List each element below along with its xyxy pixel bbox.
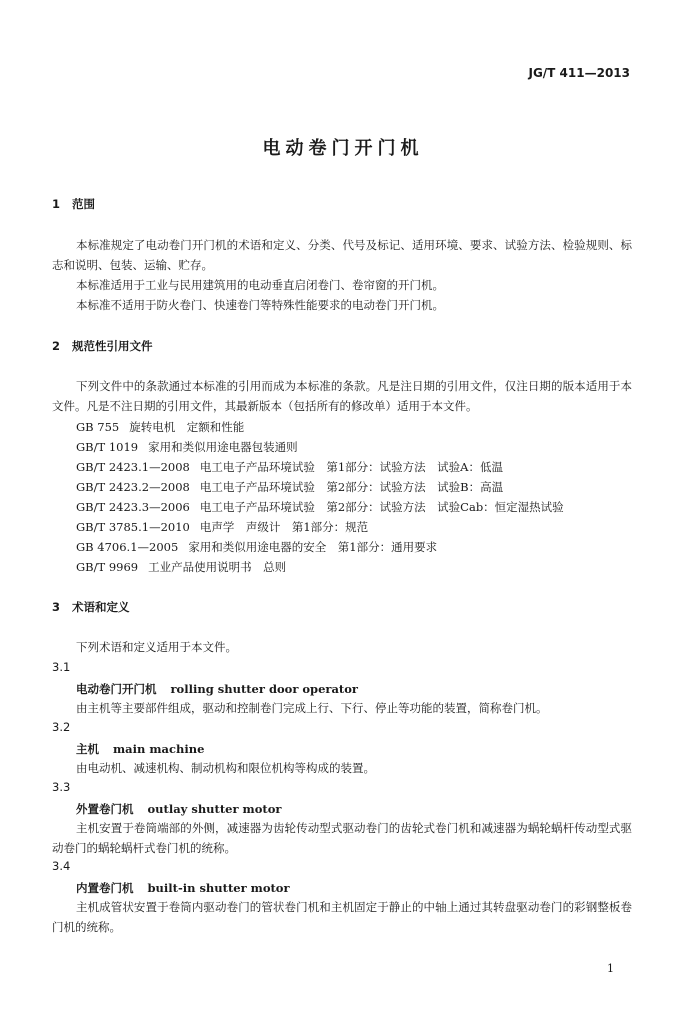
term-number: 3.4 (52, 859, 71, 873)
reference-item (76, 459, 503, 475)
reference-code: GB/T 2423.2—2008 (76, 480, 190, 494)
section-number: 2 (52, 339, 61, 353)
reference-title: 电声学 声级计 第1部分：规范 (199, 520, 369, 534)
term-number: 3.2 (52, 720, 71, 734)
scope-paragraph-1: 本标准规定了电动卷门开门机的术语和定义、分类、代号及标记、适用环境、要求、试验方法、检验规则、标志和说明、包装、运输、贮存。 (52, 238, 632, 272)
reference-title: 电工电子产品环境试验 第2部分：试验方法 试验B：高温 (199, 480, 504, 494)
term-en: rolling shutter door operator (170, 682, 358, 696)
reference-title: 旋转电机 定额和性能 (129, 420, 245, 434)
section-heading-terms (52, 599, 130, 615)
term-heading (76, 880, 290, 896)
document-title: 电动卷门开门机 (262, 138, 424, 159)
term-definition: 由电动机、减速机构、制动机构和限位机构等构成的装置。 (76, 761, 375, 775)
term-heading (76, 741, 204, 757)
term-definition: 由主机等主要部件组成，驱动和控制卷门完成上行、下行、停止等功能的装置，简称卷门机。 (76, 701, 548, 715)
reference-code: GB/T 9969 (76, 560, 139, 574)
reference-title: 电工电子产品环境试验 第2部分：试验方法 试验Cab：恒定湿热试验 (199, 500, 564, 514)
term-en: built-in shutter motor (147, 881, 290, 895)
reference-item (76, 499, 564, 515)
term-zh: 电动卷门开门机 (76, 682, 157, 696)
term-en: main machine (113, 742, 205, 756)
reference-code: GB/T 1019 (76, 440, 139, 454)
reference-item (76, 439, 298, 455)
reference-code: GB 4706.1—2005 (76, 540, 179, 554)
reference-title: 家用和类似用途电器包装通则 (148, 440, 298, 454)
reference-code: GB 755 (76, 420, 120, 434)
term-number: 3.3 (52, 780, 71, 794)
term-zh: 内置卷门机 (76, 881, 134, 895)
scope-paragraph-2: 本标准适用于工业与民用建筑用的电动垂直启闭卷门、卷帘窗的开门机。 (76, 278, 444, 292)
scope-paragraph-3: 本标准不适用于防火卷门、快速卷门等特殊性能要求的电动卷门开门机。 (76, 298, 444, 312)
reference-title: 家用和类似用途电器的安全 第1部分：通用要求 (188, 540, 438, 554)
standard-code: JG/T 411—2013 (528, 66, 630, 80)
reference-item (76, 559, 286, 575)
reference-code: GB/T 2423.1—2008 (76, 460, 190, 474)
references-intro: 下列文件中的条款通过本标准的引用而成为本标准的条款。凡是注日期的引用文件，仅注日期的版本适用于本文件。凡是不注日期的引用文件，其最新版本（包括所有的修改单）适用于本文件。 (52, 379, 632, 413)
reference-item (76, 479, 503, 495)
term-definition: 主机安置于卷筒端部的外侧，减速器为齿轮传动型式驱动卷门的齿轮式卷门机和减速器为蜗轮蜗杆传动型式驱动卷门的蜗轮蜗杆式卷门机的统称。 (52, 821, 632, 855)
reference-title: 电工电子产品环境试验 第1部分：试验方法 试验A：低温 (199, 460, 503, 474)
term-zh: 外置卷门机 (76, 802, 134, 816)
section-heading-scope (52, 196, 95, 212)
reference-title: 工业产品使用说明书 总则 (148, 560, 287, 574)
reference-item (76, 519, 368, 535)
term-heading (76, 681, 358, 697)
reference-code: GB/T 3785.1—2010 (76, 520, 190, 534)
term-heading (76, 801, 281, 817)
term-zh: 主机 (76, 742, 99, 756)
terms-intro: 下列术语和定义适用于本文件。 (76, 640, 237, 654)
term-definition: 主机成管状安置于卷筒内驱动卷门的管状卷门机和主机固定于静止的中轴上通过其转盘驱动卷门的彩钢整板卷门机的统称。 (52, 900, 632, 934)
term-en: outlay shutter motor (147, 802, 282, 816)
reference-item (76, 539, 437, 555)
page-number: 1 (607, 962, 614, 975)
section-title: 范围 (72, 197, 95, 211)
reference-item (76, 419, 244, 435)
section-heading-normative-references (52, 338, 153, 354)
section-number: 1 (52, 197, 61, 211)
term-number: 3.1 (52, 660, 71, 674)
section-title: 术语和定义 (72, 600, 130, 614)
section-title: 规范性引用文件 (72, 339, 153, 353)
reference-code: GB/T 2423.3—2006 (76, 500, 190, 514)
section-number: 3 (52, 600, 61, 614)
